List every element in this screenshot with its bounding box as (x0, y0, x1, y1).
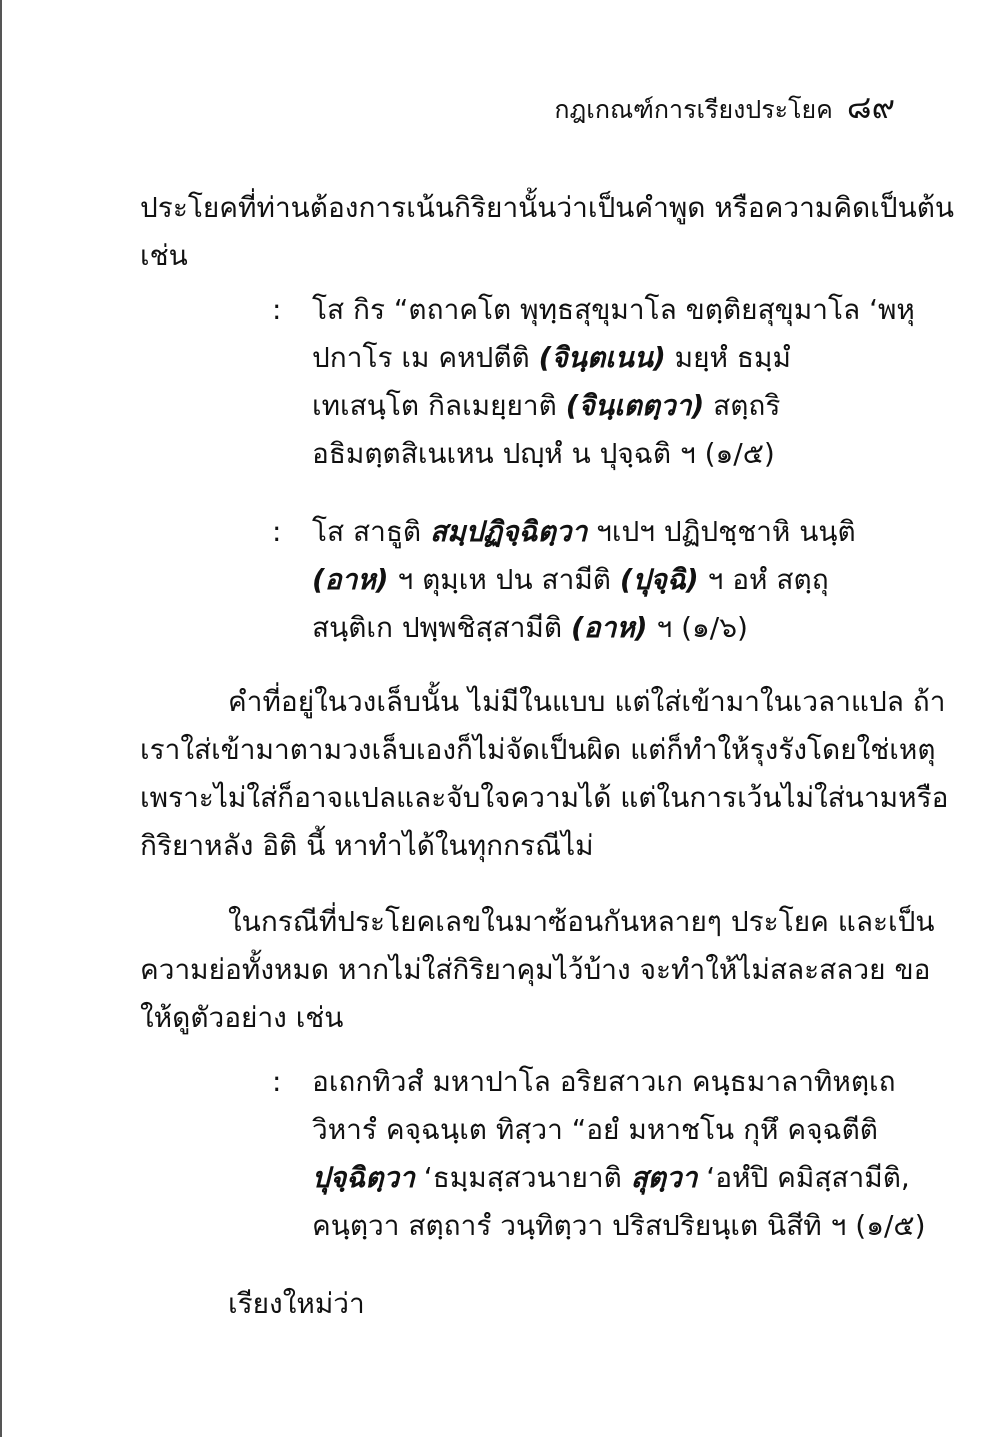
quote-line (312, 1154, 910, 1202)
quote-line (312, 556, 902, 604)
quote-line (312, 508, 902, 556)
quote-line: วิหารํ คจฺฉนฺเต ทิสฺวา “อยํ มหาชโน กุหึ คจฺฉตีติ (312, 1113, 878, 1146)
bracketed-verb: (อาห) (312, 563, 389, 596)
paragraph-line: ในกรณีที่ประโยคเลขในมาซ้อนกันหลายๆ ประโยค และเป็น (228, 905, 935, 938)
quote-text: ปกาโร เม คหปตีติ (312, 341, 539, 374)
quote-colon: : (272, 1065, 282, 1098)
quote-text: ฯ (๑/๖) (647, 611, 748, 644)
bracketed-verb: (จินฺตเนน) (538, 341, 666, 374)
running-title: กฎเกณฑ์การเรียงประโยค (554, 95, 833, 124)
quote-line: อเถกทิวสํ มหาปาโล อริยสาวเก คนฺธมาลาทิหตฺเถ (312, 1065, 896, 1098)
quote-line: โส กิร “ตถาคโต พุทฺธสุขุมาโล ขตฺติยสุขุมาโล ‘พหุ (312, 293, 915, 326)
quote-text: ฯเปฯ ปฏิปชฺชาหิ นนฺติ (587, 515, 856, 548)
paragraph-line: ประโยคที่ท่านต้องการเน้นกิริยานั้นว่าเป็นคำพูด หรือความคิดเป็นต้น (140, 191, 955, 224)
pali-quote-1 (272, 286, 915, 478)
quote-text: ‘อหํปิ คมิสฺสามีติ, (697, 1161, 910, 1194)
bracketed-verb: (จินฺเตตฺวา) (565, 389, 705, 422)
quote-colon: : (272, 293, 282, 326)
quote-text: ฯ อหํ สตฺถุ (698, 563, 829, 596)
closing-line: เรียงใหม่ว่า (228, 1287, 365, 1320)
paragraph-line: เพราะไม่ใส่ก็อาจแปลและจับใจความได้ แต่ในการเว้นไม่ใส่นามหรือ (140, 781, 949, 814)
quote-colon: : (272, 515, 282, 548)
quote-text: สตฺถริ (704, 389, 781, 422)
quote-line: อธิมตฺตสิเนเหน ปญฺหํ น ปุจฺฉติ ฯ (๑/๕) (312, 437, 775, 470)
pali-quote-3 (272, 1058, 926, 1250)
quote-line (312, 382, 902, 430)
quote-text: เทเสนฺโต กิลเมยฺยาติ (312, 389, 566, 422)
paragraph-explanation (140, 678, 949, 870)
bracketed-verb: (อาห) (570, 611, 648, 644)
paragraph-line: ให้ดูตัวอย่าง เช่น (140, 1001, 344, 1034)
emphasized-verb: ปุจฺฉิตฺวา (312, 1161, 415, 1194)
page-number: ๘๙ (846, 88, 895, 126)
bracketed-verb: (ปุจฺฉิ) (619, 563, 699, 596)
paragraph-nested-case (140, 898, 935, 1042)
quote-text: โส สาธูติ (312, 515, 431, 548)
quote-line: คนฺตฺวา สตฺถารํ วนฺทิตฺวา ปริสปริยนฺเต นิสีทิ ฯ (๑/๕) (312, 1209, 926, 1242)
quote-text: สนฺติเก ปพฺพชิสฺสามีติ (312, 611, 571, 644)
paragraph-line: กิริยาหลัง อิติ นี้ หาทำได้ในทุกกรณีไม่ (140, 829, 594, 862)
emphasized-verb: สุตฺวา (630, 1161, 698, 1194)
quote-text: มยฺหํ ธมฺมํ (665, 341, 791, 374)
paragraph-line: คำที่อยู่ในวงเล็บนั้น ไม่มีในแบบ แต่ใส่เข้ามาในเวลาแปล ถ้า (228, 685, 946, 718)
quote-line (312, 334, 902, 382)
paragraph-line: เราใส่เข้ามาตามวงเล็บเองก็ไม่จัดเป็นผิด แต่ก็ทำให้รุงรังโดยใช่เหตุ (140, 733, 936, 766)
paragraph-intro (140, 184, 955, 280)
page-header (554, 82, 895, 133)
quote-text: ฯ ตุมฺเห ปน สามีติ (388, 563, 620, 596)
quote-line (312, 604, 902, 652)
paragraph-line: เช่น (140, 239, 188, 272)
paragraph-line: ความย่อทั้งหมด หากไม่ใส่กิริยาคุมไว้บ้าง จะทำให้ไม่สละสลวย ขอ (140, 953, 931, 986)
emphasized-verb: สมฺปฏิจฺฉิตฺวา (430, 515, 588, 548)
pali-quote-2 (272, 508, 902, 652)
quote-text: ‘ธมฺมสฺสวนายาติ (414, 1161, 631, 1194)
